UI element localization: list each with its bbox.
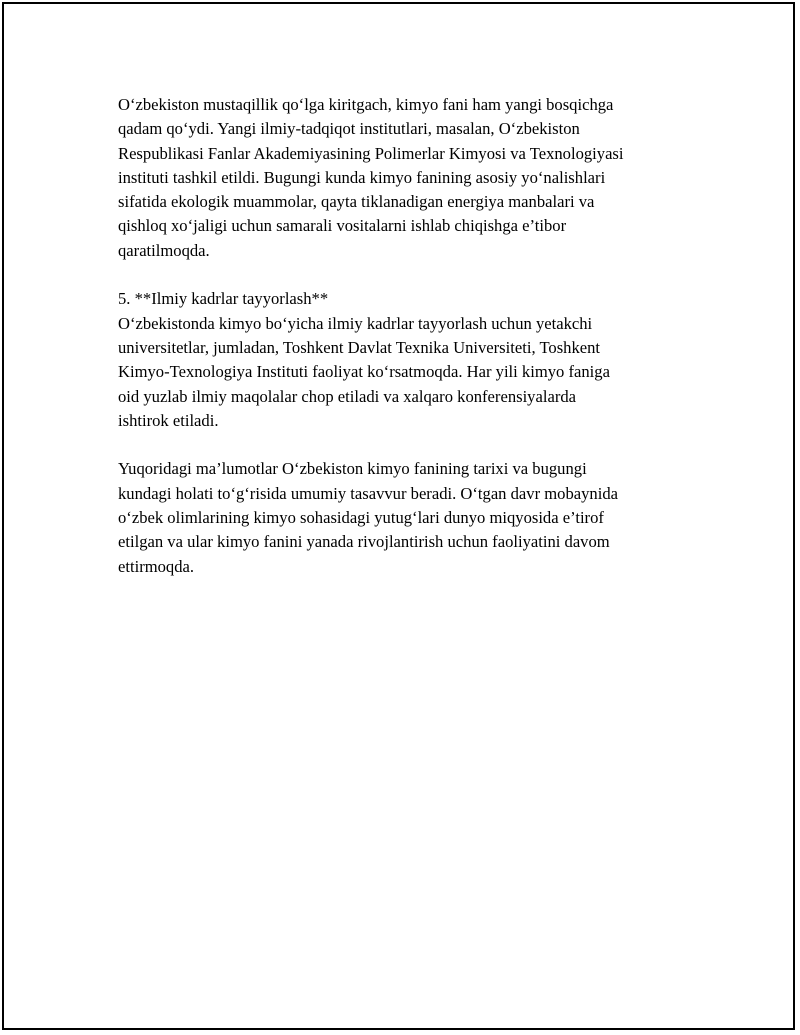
text-line: Yuqoridagi ma’lumotlar O‘zbekiston kimyo fanining tarixi va bugungi xyxy=(118,459,587,479)
paragraph-scientific-personnel xyxy=(118,287,718,433)
text-line: Respublikasi Fanlar Akademiyasining Polimerlar Kimyosi va Texnologiyasi xyxy=(118,143,624,163)
text-line: ettirmoqda. xyxy=(118,556,195,576)
paragraph-conclusion xyxy=(118,457,718,578)
text-line: Kimyo-Texnologiya Instituti faoliyat ko‘rsatmoqda. Har yili kimyo faniga xyxy=(118,362,610,382)
paragraph-independence xyxy=(118,93,718,263)
text-line: universitetlar, jumladan, Toshkent Davlat Texnika Universiteti, Toshkent xyxy=(118,337,601,357)
paragraph-spacer xyxy=(118,263,718,287)
text-line: oid yuzlab ilmiy maqolalar chop etiladi va xalqaro konferensiyalarda xyxy=(118,386,577,406)
text-line: qaratilmoqda. xyxy=(118,240,210,260)
text-line: ishtirok etiladi. xyxy=(118,410,219,430)
paragraph-spacer xyxy=(118,433,718,457)
text-line: O‘zbekiston mustaqillik qo‘lga kiritgach, kimyo fani ham yangi bosqichga xyxy=(118,95,614,114)
document-body xyxy=(118,93,718,579)
text-line: kundagi holati to‘g‘risida umumiy tasavvur beradi. O‘tgan davr mobaynida xyxy=(118,483,618,503)
section-heading: 5. **Ilmiy kadrlar tayyorlash** xyxy=(118,289,329,309)
text-line: o‘zbek olimlarining kimyo sohasidagi yutug‘lari dunyo miqyosida e’tirof xyxy=(118,508,604,528)
text-line: etilgan va ular kimyo fanini yanada rivojlantirish uchun faoliyatini davom xyxy=(118,532,610,552)
text-line: qadam qo‘ydi. Yangi ilmiy-tadqiqot institutlari, masalan, O‘zbekiston xyxy=(118,119,580,139)
text-line: instituti tashkil etildi. Bugungi kunda kimyo fanining asosiy yo‘nalishlari xyxy=(118,167,606,187)
text-line: O‘zbekistonda kimyo bo‘yicha ilmiy kadrlar tayyorlash uchun yetakchi xyxy=(118,313,593,333)
text-line: sifatida ekologik muammolar, qayta tiklanadigan energiya manbalari va xyxy=(118,192,595,212)
text-line: qishloq xo‘jaligi uchun samarali vositalarni ishlab chiqishga e’tibor xyxy=(118,216,567,236)
